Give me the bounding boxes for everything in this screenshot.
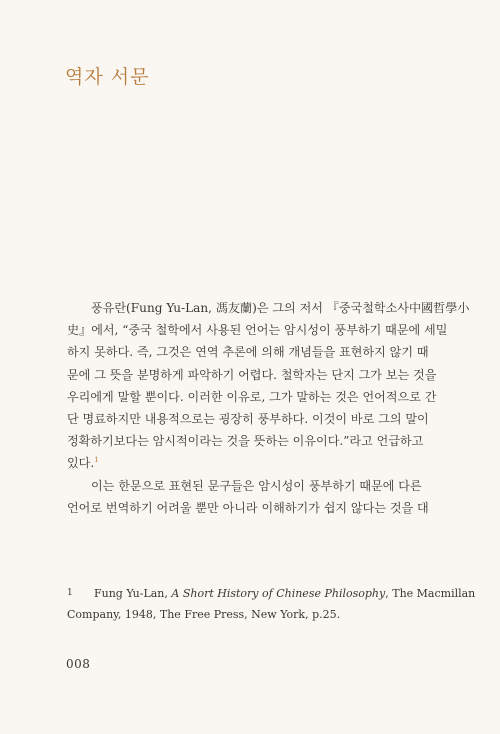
body-line (67, 452, 431, 474)
footnote-book-title: A Short History of Chinese Philosophy (171, 587, 386, 600)
body-line: 문에 그 뜻을 분명하게 파악하기 어렵다. 철학자는 단지 그가 보는 것을 (67, 367, 437, 382)
footnote-publisher: , The Macmillan (385, 587, 476, 600)
body-line: 풍유란(Fung Yu-Lan, 馮友蘭)은 그의 저서 『중국철학소사中國哲學小 (91, 301, 470, 315)
footnote-body (67, 583, 476, 625)
footnote-line: Company, 1948, The Free Press, New York, p.25. (67, 608, 341, 621)
footnote-mark: 1 (67, 588, 73, 598)
footnote-reference[interactable]: 1 (94, 456, 99, 465)
body-line: 정확하기보다는 암시적이라는 것을 뜻하는 이유이다.”라고 언급하고 (67, 434, 424, 449)
body-line: 우리에게 말할 뿐이다. 이러한 이유로, 그가 말하는 것은 언어적으로 간 (67, 389, 437, 404)
body-line: 언어로 번역하기 어려울 뿐만 아니라 이해하기가 쉽지 않다는 것을 대 (67, 500, 429, 515)
body-line: 하지 못하다. 즉, 그것은 연역 추론에 의해 개념들을 표현하지 않기 때 (67, 345, 429, 360)
body-line: 단 명료하지만 내용적으로는 굉장히 풍부하다. 이것이 바로 그의 말이 (67, 412, 429, 427)
footnote-author: Fung Yu-Lan, (94, 587, 172, 600)
page-number: 008 (66, 657, 91, 671)
body-line-text: 있다. (67, 456, 95, 471)
footnote-line (94, 583, 476, 604)
body-text (67, 297, 470, 519)
footnote (67, 583, 476, 625)
page-title: 역자 서문 (65, 66, 150, 88)
body-line: 史』에서, “중국 철학에서 사용된 언어는 암시성이 풍부하기 때문에 세밀 (67, 323, 448, 338)
body-line: 이는 한문으로 표현된 문구들은 암시성이 풍부하기 때문에 다른 (91, 478, 422, 493)
